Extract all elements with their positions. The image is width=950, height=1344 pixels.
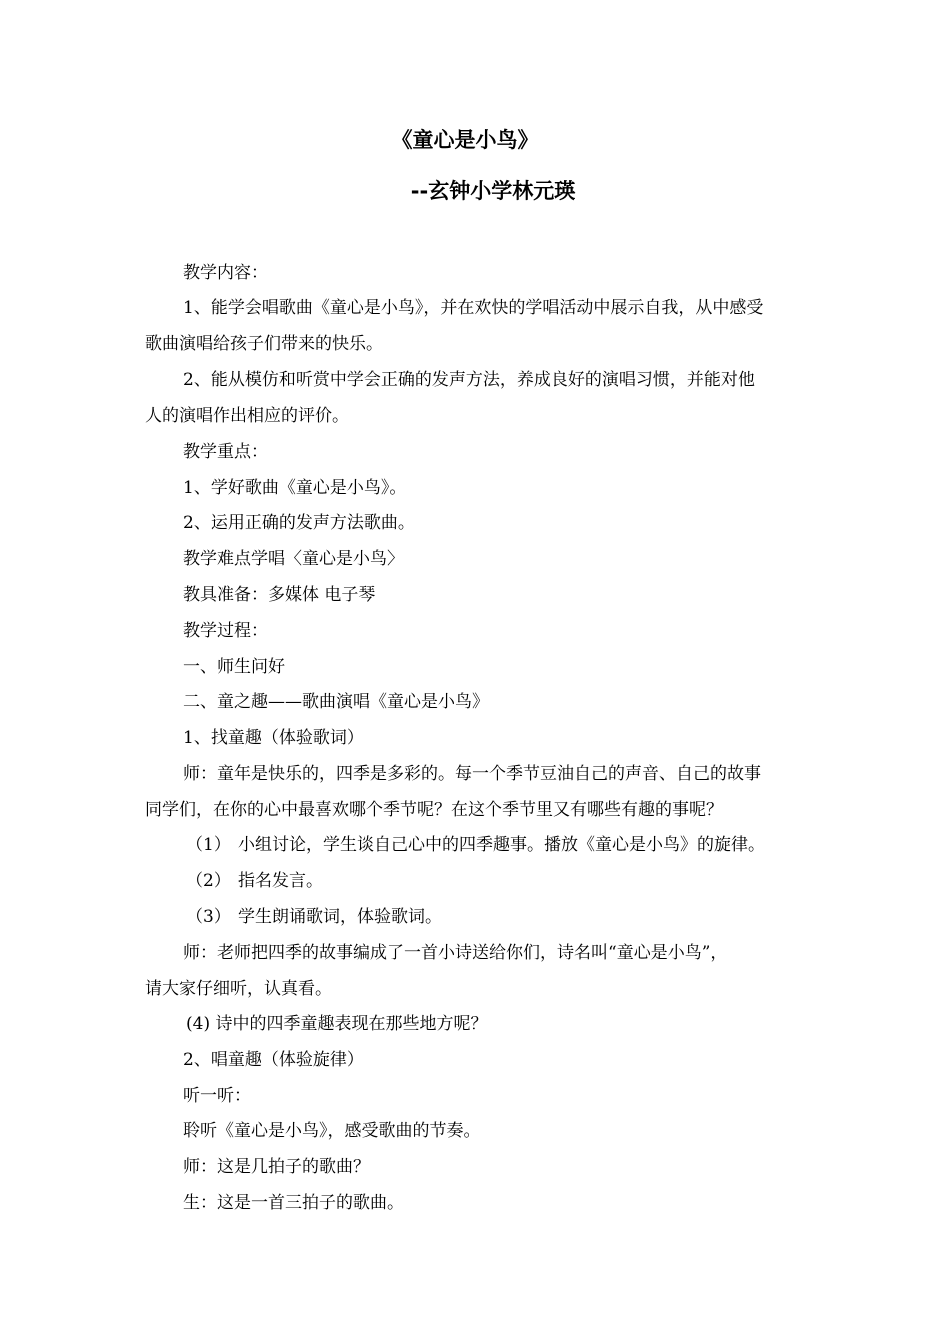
- section-heading-process: 教学过程：: [183, 621, 268, 641]
- paragraph-line: 聆听《童心是小鸟》，感受歌曲的节奏。: [183, 1121, 481, 1141]
- item-text: 指名发言。: [238, 871, 323, 891]
- section-heading-difficulty: 教学难点学唱〈童心是小鸟〉: [183, 549, 404, 569]
- paragraph-line: (4) 诗中的四季童趣表现在那些地方呢？: [186, 1014, 488, 1034]
- document-subtitle: --玄钟小学林元瑛: [410, 179, 576, 203]
- paragraph-line: 一、师生问好: [183, 657, 285, 677]
- item-label: （3）: [186, 907, 231, 927]
- paragraph-line: 人的演唱作出相应的评价。: [145, 406, 349, 426]
- numbered-item: [186, 834, 765, 856]
- paragraph-line: 师：童年是快乐的，四季是多彩的。每一个季节豆油自己的声音、自己的故事: [183, 764, 761, 784]
- paragraph-line: 请大家仔细听，认真看。: [145, 979, 332, 999]
- paragraph-line: 同学们，在你的心中最喜欢哪个季节呢？在这个季节里又有哪些有趣的事呢？: [145, 800, 723, 820]
- paragraph-line: 2、运用正确的发声方法歌曲。: [183, 513, 415, 533]
- paragraph-line: 生：这是一首三拍子的歌曲。: [183, 1193, 404, 1213]
- section-heading-focus: 教学重点：: [183, 442, 268, 462]
- numbered-item: [186, 906, 442, 928]
- paragraph-line: 师：老师把四季的故事编成了一首小诗送给你们，诗名叫“童心是小鸟”，: [183, 943, 728, 963]
- paragraph-line: 1、学好歌曲《童心是小鸟》。: [183, 478, 407, 498]
- paragraph-line: 二、童之趣——歌曲演唱《童心是小鸟》: [183, 692, 489, 712]
- item-text: 学生朗诵歌词，体验歌词。: [238, 907, 442, 927]
- item-text: 小组讨论，学生谈自己心中的四季趣事。播放《童心是小鸟》的旋律。: [238, 835, 765, 855]
- paragraph-line: 2、唱童趣（体验旋律）: [183, 1050, 364, 1070]
- paragraph-line: 2、能从模仿和听赏中学会正确的发声方法，养成良好的演唱习惯，并能对他: [183, 370, 755, 390]
- paragraph-line: 1、能学会唱歌曲《童心是小鸟》，并在欢快的学唱活动中展示自我，从中感受: [183, 298, 764, 318]
- section-heading-tools: 教具准备：多媒体 电子琴: [183, 585, 376, 605]
- paragraph-line: 歌曲演唱给孩子们带来的快乐。: [145, 334, 383, 354]
- item-label: （2）: [186, 871, 231, 891]
- paragraph-line: 1、找童趣（体验歌词）: [183, 728, 364, 748]
- item-label: （1）: [186, 835, 231, 855]
- paragraph-line: 师：这是几拍子的歌曲？: [183, 1157, 370, 1177]
- numbered-item: [186, 870, 323, 892]
- document-title: 《童心是小鸟》: [391, 128, 539, 152]
- section-heading-content: 教学内容：: [183, 263, 268, 283]
- paragraph-line: 听一听：: [183, 1086, 251, 1106]
